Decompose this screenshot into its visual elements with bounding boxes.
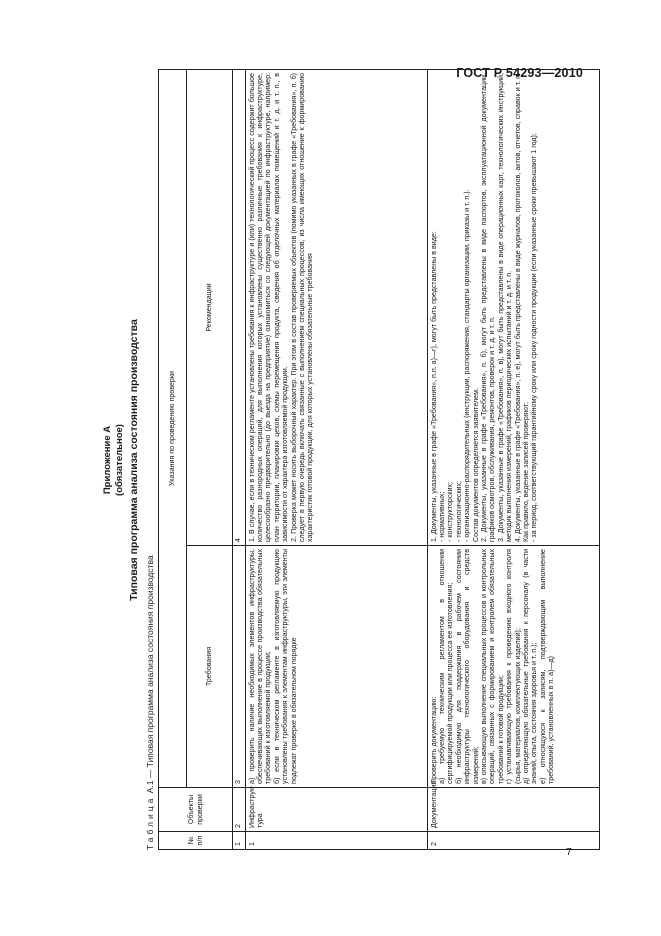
recommendation-item: 2. Документы, указанные в графе «Требования», п. б), могут быть представлены в виде паспортов, эксплуатационной документации, графиков осмотров, обслуживания, ремонтов, проверок и т. д. и т. п. (479, 73, 497, 542)
requirement-item: а) требуемую техническим регламентом в отношении сертифицируемой продукции или процесса ее изготовления; (437, 549, 455, 784)
header-recommendations: Рекомендации (187, 70, 233, 546)
header-objects: Объекты проверки (159, 788, 233, 832)
recommendation-item: Состав документов определяется заявителем. (471, 388, 480, 542)
recommendation-item: - нормативных; (437, 491, 446, 542)
requirement-item: б) если в техническом регламенте в изготовляемую продукцию установлены требования к элементам инфраструктуры, эти элементы подлежат проверке в обязательном порядке (272, 549, 298, 784)
requirement-item: в) описывающую выполнение специальных процессов и контрольных операций, связанных с формированием и контролем обязательных требований к готовой продукции; (479, 549, 505, 784)
col-number: 1 (233, 832, 246, 850)
row-object: Документация (428, 788, 600, 832)
recommendation-item: - конструкторских; (446, 482, 455, 542)
row-recommendations (246, 70, 428, 546)
page-header: ГОСТ Р 54293—2010 (456, 66, 583, 80)
col-number: 4 (233, 70, 246, 546)
row-number: 2 (428, 832, 600, 850)
table-caption-text: А.1 — Типовая программа анализа состояния производства (145, 555, 155, 796)
col-number: 2 (233, 788, 246, 832)
recommendation-item: 3. Документы, указанные в графе «Требования», п. в), могут быть представлены в виде операционных карт, технологических инструкций, методик выполнения измерений, графиков периодических испытаний и т. д. и т. п. (496, 73, 514, 542)
page-number: 7 (566, 846, 572, 858)
header-group: Указания по проведению проверки (159, 70, 187, 788)
row-requirements (246, 546, 428, 788)
program-table (158, 69, 600, 850)
recommendation-item: - технологических; (454, 480, 463, 542)
table-caption (145, 555, 155, 850)
row-number: 1 (246, 832, 428, 850)
table-row (428, 70, 600, 850)
row-recommendations (428, 70, 600, 546)
table-caption-prefix: Таблица (145, 795, 155, 850)
recommendation-item: 1. В случае, если в техническом регламенте установлены требования к инфраструктуре и (или) технологический процесс содержит большое количество разнородных операций, для выполнения которых установлены существенно различные требования к инфраструктуре, целесообразно предварительно (до выезда на предприятие) ознакомиться со следующей документацией по инфраструктуре, например: план территории, планировки цехов, схемы перемещения продукта, сведения об отделочных материалах помещений и т. д. и т. п., в зависимости от характера изготовляемой продукции. (247, 73, 290, 542)
row-object: Инфраструк-тура (246, 788, 428, 832)
header-requirements: Требования (187, 546, 233, 788)
table-row (246, 70, 428, 850)
requirement-item: д) определяющую обязательные требования к персоналу (в части знаний, опыта, состояния здоровья и т. п.); (521, 549, 539, 784)
requirement-item: Проверить документацию: (429, 696, 438, 784)
header-no: № п/п (159, 832, 233, 850)
row-requirements (428, 546, 600, 788)
col-number: 3 (233, 546, 246, 788)
appendix-heading: Типовая программа анализа состояния производства (128, 319, 140, 601)
requirement-item: е) относящуюся к записям, подтверждающим выполнение требований, установленных в п. а)—д) (538, 549, 556, 784)
appendix-title: Приложение А (102, 425, 113, 495)
appendix-note: (обязательное) (114, 424, 125, 496)
recommendation-item: - организационно-распорядительных (инструкции, распоряжения, стандарты организации, приказы и т. п.). (463, 189, 472, 542)
requirement-item: г) устанавливающую требования к проведению входного контроля (сырья, материалов, комплектующих изделий); (505, 549, 522, 784)
rotated-appendix (102, 70, 564, 850)
recommendation-item: 2. Проверка может носить выборочный характер. При этом в состав проверяемых объектов (помимо указанных в графе «Требования», п. б) следует в первую очередь включать связанные с выполнением специальных процессов, из числа имеющих отношение к формированию характеристик готовой продукции, для которых установлены обязательные требования (289, 73, 315, 542)
requirement-item: б) необходимую для поддержания в рабочем состоянии инфраструктуры технологического оборудования и средств измерений; (454, 549, 480, 784)
requirement-item: а) проверить наличие необходимых элементов инфраструктуры, обеспечивающих выполнение в процессе производства обязательных требований к изготовляемой продукции; (247, 549, 273, 784)
recommendation-item: 1. Документы, указанные в графе «Требования», п.п. а)—г), могут быть представлены в виде: (429, 231, 438, 542)
recommendation-item: - за период, соответствующий гарантийному сроку или сроку годности продукции (если указанные сроки превышают 1 год); (530, 133, 539, 542)
recommendation-item: 4. Документы, указанные в графе «Требования», п. е), могут быть представлены в виде журналов, протоколов, актов, отчетов, справок и т. п. Как правило, ведение записей проверяют: (513, 73, 530, 542)
